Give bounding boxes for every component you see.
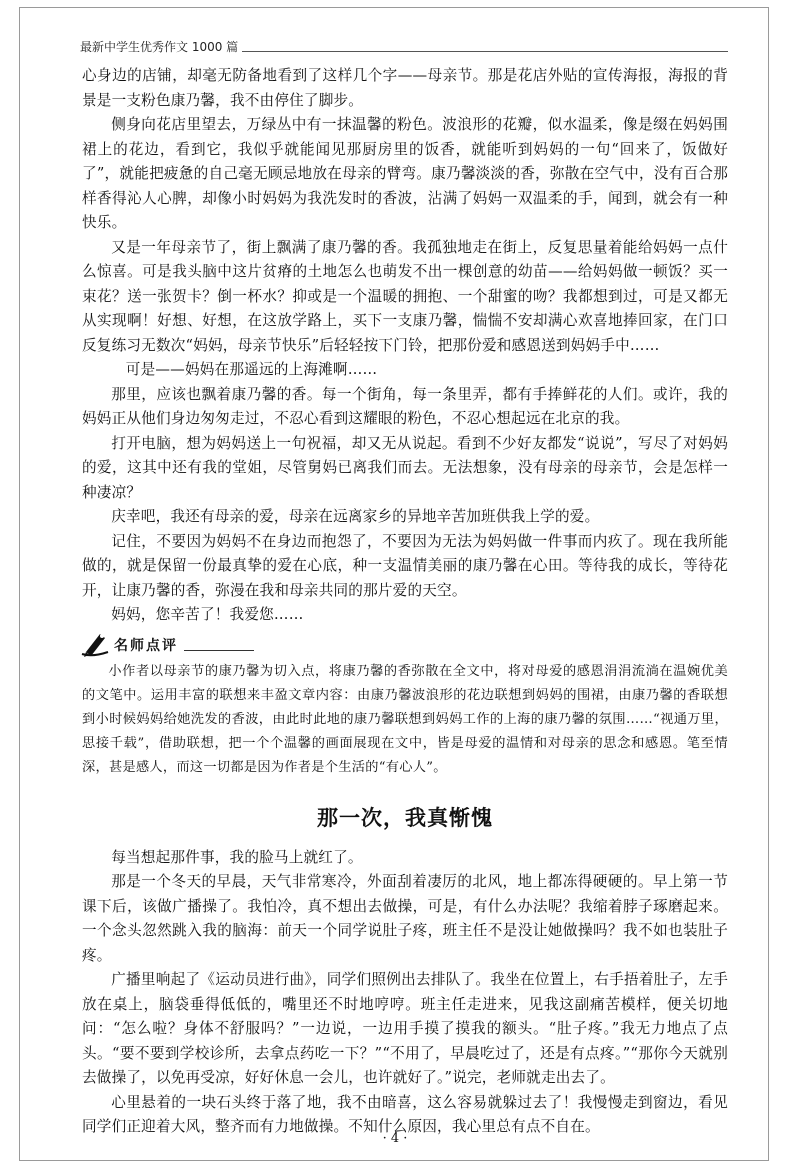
comment-rule bbox=[184, 650, 254, 651]
paragraph: 侧身向花店里望去，万绿丛中有一抹温馨的粉色。波浪形的花瓣，似水温柔，像是缀在妈妈围裙上的花边，看到它，我似乎就能闻见那厨房里的饭香，就能听到妈妈的一句“回来了，饭做好了”，就能把疲惫的自己毫无顾忌地放在母亲的臂弯。康乃馨淡淡的香，弥散在空气中，没有百合那样香得沁人心脾，却像小时妈妈为我洗发时的香波，沾满了妈妈一双温柔的手，闻到，就会有一种快乐。 bbox=[82, 116, 728, 231]
essay-title: 那一次，我真惭愧 bbox=[317, 805, 493, 830]
paragraph: 那里，应该也飘着康乃馨的香。每一个街角，每一条里弄，都有手捧鲜花的人们。或许，我的妈妈正从他们身边匆匆走过，不忍心看到这耀眼的粉色，不忍心想起远在北京的我。 bbox=[82, 385, 728, 427]
paragraph: 又是一年母亲节了，街上飘满了康乃馨的香。我孤独地走在街上，反复思量着能给妈妈一点什么惊喜。可是我头脑中这片贫瘠的土地怎么也萌发不出一棵创意的幼苗——给妈妈做一顿饭？买一束花？送一张贺卡？倒一杯水？抑或是一个温暖的拥抱、一个甜蜜的吻？我都想到过，可是又都无从实现啊！好想、好想，在这放学路上，买下一支康乃馨，惴惴不安却满心欢喜地捧回家，在门口反复练习无数次“妈妈，母亲节快乐”后轻轻按下门铃，把那份爱和感恩送到妈妈手中…… bbox=[82, 238, 728, 354]
paragraph: 妈妈，您辛苦了！我爱您…… bbox=[111, 606, 304, 623]
paragraph: 广播里响起了《运动员进行曲》，同学们照例出去排队了。我坐在位置上，右手捂着肚子，左手放在桌上，脑袋垂得低低的，嘴里还不时地哼哼。班主任走进来，见我这副痛苦模样，便关切地问：“怎么啦？身体不舒服吗？”一边说，一边用手摸了摸我的额头。“肚子疼。”我无力地点了点头。“要不要到学校诊所，去拿点药吃一下？”“不用了，早晨吃过了，还是有点疼。”“那你今天就别去做操了，以免再受凉，好好休息一会儿，也许就好了。”说完，老师就走出去了。 bbox=[82, 971, 728, 1086]
page-number: · 4 · bbox=[382, 1131, 408, 1146]
paragraph: 每当想起那件事，我的脸马上就红了。 bbox=[111, 848, 363, 866]
running-header bbox=[80, 36, 728, 54]
header-rule bbox=[242, 51, 728, 52]
teacher-comment-header bbox=[78, 630, 728, 660]
book-title: 最新中学生优秀作文 1000 篇 bbox=[80, 40, 239, 54]
pen-icon bbox=[78, 630, 112, 660]
page-content bbox=[82, 64, 728, 1140]
paragraph: 可是——妈妈在那遥远的上海滩啊…… bbox=[125, 361, 378, 378]
paragraph: 心身边的店铺，却毫无防备地看到了这样几个字——母亲节。那是花店外贴的宣传海报，海报的背景是一支粉色康乃馨，我不由停住了脚步。 bbox=[82, 67, 728, 109]
paragraph: 庆幸吧，我还有母亲的爱，母亲在远离家乡的异地辛苦加班供我上学的爱。 bbox=[111, 508, 600, 525]
paragraph: 打开电脑，想为妈妈送上一句祝福，却又无从说起。看到不少好友都发“说说”，写尽了对妈妈的爱，这其中还有我的堂姐，尽管舅妈已离我们而去。无法想象，没有母亲的母亲节，会是怎样一种凄凉？ bbox=[82, 434, 728, 501]
teacher-comment-text: 小作者以母亲节的康乃馨为切入点，将康乃馨的香弥散在全文中，将对母爱的感恩涓涓流淌在温婉优美的文笔中。运用丰富的联想来丰盈文章内容：由康乃馨波浪形的花边联想到妈妈的围裙，由康乃馨的香联想到小时候妈妈给她洗发的香波，由此时此地的康乃馨联想到妈妈工作的上海的康乃馨的氛围……“视通万里，思接千载”，借助联想，把一个个温馨的画面展现在文中，皆是母爱的温情和对母亲的思念和感恩。笔至情深，甚是感人，而这一切都是因为作者是个生活的“有心人”。 bbox=[82, 663, 728, 775]
comment-title: 名师点评 bbox=[114, 637, 178, 654]
paragraph: 心里悬着的一块石头终于落了地，我不由暗喜，这么容易就躲过去了！我慢慢走到窗边，看见同学们正迎着大风，整齐而有力地做操。不知什么原因，我心里总有点不自在。 bbox=[82, 1093, 728, 1135]
paragraph: 那是一个冬天的早晨，天气非常寒冷，外面刮着凄厉的北风，地上都冻得硬硬的。早上第一节课下后，该做广播操了。我怕冷，真不想出去做操，可是，有什么办法呢？我缩着脖子琢磨起来。一个念头忽然跳入我的脑海：前天一个同学说肚子疼，班主任不是没让她做操吗？我不如也装肚子疼。 bbox=[82, 873, 728, 964]
paragraph: 记住，不要因为妈妈不在身边而抱怨了，不要因为无法为妈妈做一件事而内疚了。现在我所能做的，就是保留一份最真挚的爱在心底，种一支温情美丽的康乃馨在心田。等待我的成长，等待花开，让康乃馨的香，弥漫在我和母亲共同的那片爱的天空。 bbox=[82, 532, 728, 599]
